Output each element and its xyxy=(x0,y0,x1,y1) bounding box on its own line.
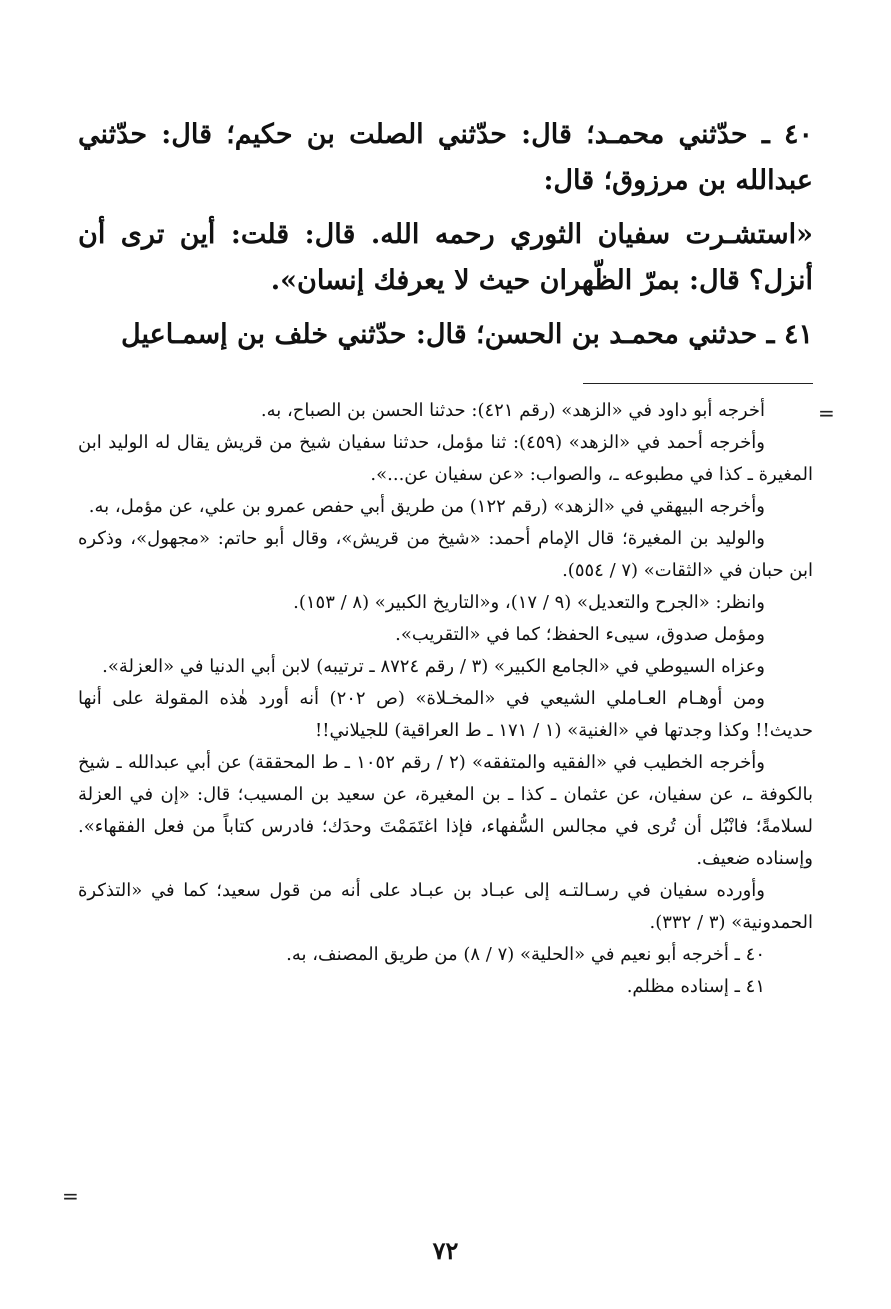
hadith-40 xyxy=(78,112,813,204)
continued-mark: = xyxy=(818,401,835,425)
hadith-number: ٤٠ xyxy=(783,119,813,150)
footnote-paragraph: وعزاه السيوطي في «الجامع الكبير» (٣ / رقم ٨٧٢٤ ـ ترتيبه) لابن أبي الدنيا في «العزلة». xyxy=(102,656,765,677)
footnote-41: ٤١ ـ إسناده مظلم. xyxy=(626,976,765,997)
footnote-paragraph: وأخرجه الخطيب في «الفقيه والمتفقه» (٢ / رقم ١٠٥٢ ـ ط المحققة) عن أبي عبدالله ـ شيخ بالكوفة ـ، عن سفيان، عن عثمان ـ كذا ـ بن المغيرة، عن سعيد بن المسيب؛ قال: «إن في العزلة لسلامةً؛ فانْبُل أن تُرى في مجالس السُّفهاء، فإذا اغتَمَمْتَ وحدَك؛ فادرس كتاباً من فعل الفقهاء». وإسناده ضعيف. xyxy=(78,752,813,869)
footnote-paragraph: ومؤمل صدوق، سيىء الحفظ؛ كما في «التقريب». xyxy=(395,624,765,645)
footnote-paragraph: والوليد بن المغيرة؛ قال الإمام أحمد: «شيخ من قريش»، وقال أبو حاتم: «مجهول»، وذكره ابن حبان في «الثقات» (٧ / ٥٥٤). xyxy=(78,528,813,581)
footnote-paragraph: أخرجه أبو داود في «الزهد» (رقم ٤٢١): حدثنا الحسن بن الصباح، به. xyxy=(260,400,765,421)
footnote-paragraph: ومن أوهـام العـاملي الشيعي في «المخـلاة» (ص ٢٠٢) أنه أورد هٰذه المقولة على أنها حديث!! وكذا وجدتها في «الغنية» (١ / ١٧١ ـ ط العراقية) للجيلاني!! xyxy=(78,688,813,741)
hadith-number: ٤١ xyxy=(783,319,813,350)
hadith-41 xyxy=(78,312,813,358)
footnote-40: ٤٠ ـ أخرجه أبو نعيم في «الحلية» (٧ / ٨) من طريق المصنف، به. xyxy=(286,944,765,965)
hadith-40-quote: «استشـرت سفيان الثوري رحمه الله. قال: قلت: أين ترى أن أنزل؟ قال: بمرّ الظّهران حيث لا يعرفك إنسان». xyxy=(78,219,813,296)
continues-mark: = xyxy=(62,1184,79,1208)
footnote-paragraph: وأورده سفيان في رسـالتـه إلى عبـاد بن عبـاد على أنه من قول سعيد؛ كما في «التذكرة الحمدونية» (٣ / ٣٣٢). xyxy=(78,880,813,933)
hadith-chain: ـ حدثني محمـد بن الحسن؛ قال: حدّثني خلف بن إسمـاعيل xyxy=(121,319,775,350)
hadith-chain: ـ حدّثني محمـد؛ قال: حدّثني الصلت بن حكيم؛ قال: حدّثني عبدالله بن مرزوق؛ قال: xyxy=(78,119,813,196)
footnote-separator xyxy=(583,383,813,384)
page-number: ٧٢ xyxy=(432,1236,459,1265)
footnotes xyxy=(78,395,813,1003)
footnote-paragraph: وانظر: «الجرح والتعديل» (٩ / ١٧)، و«التاريخ الكبير» (٨ / ١٥٣). xyxy=(293,592,765,613)
footnote-paragraph: وأخرجه البيهقي في «الزهد» (رقم ١٢٢) من طريق أبي حفص عمرو بن علي، عن مؤمل، به. xyxy=(88,496,765,517)
footnote-paragraph: وأخرجه أحمد في «الزهد» (٤٥٩): ثنا مؤمل، حدثنا سفيان شيخ من قريش يقال له الوليد ابن المغيرة ـ كذا في مطبوعه ـ، والصواب: «عن سفيان عن...». xyxy=(78,432,813,485)
main-text xyxy=(78,112,813,358)
